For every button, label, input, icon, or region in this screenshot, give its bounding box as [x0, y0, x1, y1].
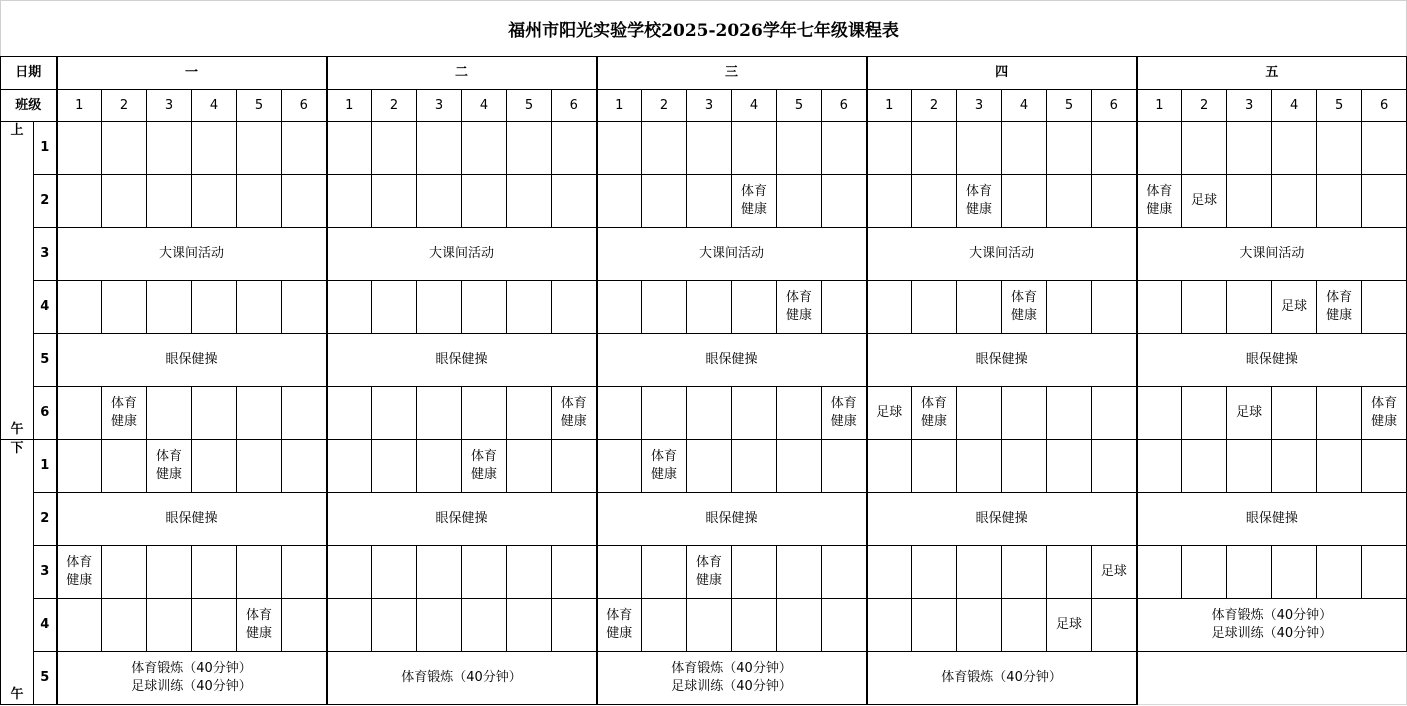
class-number: 6 — [1362, 90, 1407, 122]
class-number: 3 — [957, 90, 1002, 122]
empty-cell — [372, 599, 417, 652]
empty-cell — [867, 175, 912, 228]
class-cell: 体育 健康 — [147, 440, 192, 493]
activity-cell: 眼保健操 — [327, 334, 597, 387]
empty-cell — [372, 387, 417, 440]
empty-cell — [282, 440, 327, 493]
class-number: 5 — [1047, 90, 1092, 122]
class-cell: 体育 健康 — [777, 281, 822, 334]
empty-cell — [237, 440, 282, 493]
empty-cell — [732, 122, 777, 175]
day-header-3: 三 — [597, 57, 867, 90]
empty-cell — [462, 175, 507, 228]
activity-cell: 体育锻炼（40分钟） — [327, 652, 597, 705]
class-cell: 体育 健康 — [822, 387, 867, 440]
day-header-5: 五 — [1137, 57, 1407, 90]
activity-cell: 眼保健操 — [597, 493, 867, 546]
empty-cell — [642, 122, 687, 175]
empty-cell — [822, 281, 867, 334]
empty-cell — [507, 599, 552, 652]
afternoon-label-bottom: 午 — [10, 687, 24, 702]
empty-cell — [417, 281, 462, 334]
empty-cell — [1182, 122, 1227, 175]
empty-cell — [1092, 440, 1137, 493]
empty-cell — [282, 546, 327, 599]
empty-cell — [867, 546, 912, 599]
class-number: 2 — [1182, 90, 1227, 122]
schedule-table — [0, 56, 1407, 705]
empty-cell — [552, 175, 597, 228]
class-number: 4 — [462, 90, 507, 122]
empty-cell — [282, 387, 327, 440]
class-number: 6 — [1092, 90, 1137, 122]
empty-cell — [417, 546, 462, 599]
empty-cell — [1002, 440, 1047, 493]
empty-cell — [597, 440, 642, 493]
empty-cell — [822, 599, 867, 652]
empty-cell — [462, 122, 507, 175]
empty-cell — [1227, 175, 1272, 228]
empty-cell — [327, 175, 372, 228]
class-number: 1 — [327, 90, 372, 122]
empty-cell — [417, 387, 462, 440]
class-number: 6 — [822, 90, 867, 122]
empty-cell — [237, 281, 282, 334]
class-number: 4 — [732, 90, 777, 122]
class-cell: 足球 — [867, 387, 912, 440]
empty-cell — [867, 599, 912, 652]
period-number: 2 — [34, 493, 57, 546]
empty-cell — [732, 440, 777, 493]
class-cell: 体育 健康 — [597, 599, 642, 652]
empty-cell — [327, 281, 372, 334]
empty-cell — [102, 546, 147, 599]
empty-cell — [1002, 122, 1047, 175]
activity-cell: 大课间活动 — [1137, 228, 1407, 281]
empty-cell — [912, 175, 957, 228]
empty-cell — [1272, 175, 1317, 228]
empty-cell — [822, 122, 867, 175]
class-number: 3 — [687, 90, 732, 122]
empty-cell — [1317, 440, 1362, 493]
empty-cell — [1362, 546, 1407, 599]
empty-cell — [372, 546, 417, 599]
empty-cell — [1272, 387, 1317, 440]
date-label: 日期 — [1, 57, 57, 90]
empty-cell — [507, 440, 552, 493]
empty-cell — [642, 281, 687, 334]
empty-cell — [147, 546, 192, 599]
class-cell: 体育 健康 — [642, 440, 687, 493]
empty-cell — [1047, 546, 1092, 599]
empty-cell — [822, 175, 867, 228]
empty-cell — [1047, 175, 1092, 228]
empty-cell — [57, 599, 102, 652]
empty-cell — [1362, 122, 1407, 175]
empty-cell — [57, 122, 102, 175]
class-cell: 体育 健康 — [732, 175, 777, 228]
class-number: 6 — [552, 90, 597, 122]
empty-cell — [192, 387, 237, 440]
empty-cell — [1137, 440, 1182, 493]
empty-cell — [507, 387, 552, 440]
empty-cell — [552, 122, 597, 175]
empty-cell — [57, 387, 102, 440]
empty-cell — [1092, 122, 1137, 175]
class-cell: 足球 — [1227, 387, 1272, 440]
empty-cell — [912, 281, 957, 334]
class-number: 2 — [372, 90, 417, 122]
class-cell: 体育 健康 — [1362, 387, 1407, 440]
empty-cell — [507, 546, 552, 599]
empty-cell — [777, 440, 822, 493]
empty-cell — [912, 546, 957, 599]
afternoon-label-top: 下 — [10, 441, 24, 456]
empty-cell — [417, 440, 462, 493]
class-cell: 体育 健康 — [552, 387, 597, 440]
empty-cell — [597, 175, 642, 228]
class-cell: 足球 — [1092, 546, 1137, 599]
empty-cell — [327, 440, 372, 493]
empty-cell — [1227, 281, 1272, 334]
empty-cell — [687, 281, 732, 334]
empty-cell — [867, 122, 912, 175]
empty-cell — [237, 387, 282, 440]
empty-cell — [957, 599, 1002, 652]
empty-cell — [507, 122, 552, 175]
empty-cell — [552, 599, 597, 652]
empty-cell — [327, 387, 372, 440]
empty-cell — [642, 546, 687, 599]
activity-cell: 大课间活动 — [57, 228, 327, 281]
empty-cell — [1272, 122, 1317, 175]
empty-cell — [597, 122, 642, 175]
period-number: 5 — [34, 652, 57, 705]
empty-cell — [147, 122, 192, 175]
empty-cell — [1002, 387, 1047, 440]
day-header-2: 二 — [327, 57, 597, 90]
empty-cell — [1092, 599, 1137, 652]
empty-cell — [102, 122, 147, 175]
empty-cell — [1317, 387, 1362, 440]
class-number: 2 — [912, 90, 957, 122]
class-cell: 体育 健康 — [912, 387, 957, 440]
empty-cell — [102, 281, 147, 334]
empty-cell — [732, 281, 777, 334]
class-cell: 体育 健康 — [1317, 281, 1362, 334]
activity-cell: 眼保健操 — [327, 493, 597, 546]
activity-cell: 体育锻炼（40分钟） 足球训练（40分钟） — [1137, 599, 1407, 652]
class-number: 3 — [1227, 90, 1272, 122]
empty-cell — [552, 281, 597, 334]
empty-cell — [327, 599, 372, 652]
empty-cell — [1182, 387, 1227, 440]
class-cell: 体育 健康 — [687, 546, 732, 599]
period-number: 1 — [34, 122, 57, 175]
empty-cell — [462, 546, 507, 599]
empty-cell — [642, 599, 687, 652]
empty-cell — [1002, 546, 1047, 599]
empty-cell — [777, 599, 822, 652]
empty-cell — [372, 281, 417, 334]
empty-cell — [822, 546, 867, 599]
empty-cell — [237, 546, 282, 599]
empty-cell — [687, 175, 732, 228]
empty-cell — [1272, 440, 1317, 493]
period-number: 3 — [34, 228, 57, 281]
class-number: 2 — [102, 90, 147, 122]
empty-cell — [1002, 599, 1047, 652]
period-number: 1 — [34, 440, 57, 493]
activity-cell: 眼保健操 — [867, 334, 1137, 387]
empty-cell — [102, 175, 147, 228]
empty-cell — [1047, 440, 1092, 493]
empty-cell — [687, 440, 732, 493]
empty-cell — [957, 387, 1002, 440]
empty-cell — [1137, 281, 1182, 334]
class-number: 3 — [417, 90, 462, 122]
empty-cell — [282, 122, 327, 175]
empty-cell — [1362, 440, 1407, 493]
class-label: 班级 — [1, 90, 57, 122]
empty-cell — [372, 122, 417, 175]
empty-cell — [1317, 122, 1362, 175]
empty-cell — [102, 440, 147, 493]
empty-cell — [687, 599, 732, 652]
period-number: 4 — [34, 599, 57, 652]
empty-cell — [57, 175, 102, 228]
empty-cell — [1362, 281, 1407, 334]
class-number: 4 — [192, 90, 237, 122]
empty-cell — [282, 175, 327, 228]
empty-cell — [192, 281, 237, 334]
empty-cell — [732, 599, 777, 652]
empty-cell — [192, 175, 237, 228]
empty-cell — [1047, 387, 1092, 440]
activity-cell: 大课间活动 — [867, 228, 1137, 281]
period-number: 4 — [34, 281, 57, 334]
empty-cell — [237, 122, 282, 175]
empty-cell — [1272, 546, 1317, 599]
empty-cell — [777, 122, 822, 175]
empty-cell — [732, 546, 777, 599]
empty-cell — [822, 440, 867, 493]
empty-cell — [552, 440, 597, 493]
empty-cell — [417, 175, 462, 228]
empty-cell — [507, 281, 552, 334]
empty-cell — [957, 281, 1002, 334]
empty-cell — [417, 122, 462, 175]
empty-cell — [777, 387, 822, 440]
class-number: 1 — [597, 90, 642, 122]
empty-cell — [1137, 652, 1407, 705]
empty-cell — [57, 440, 102, 493]
class-number: 4 — [1002, 90, 1047, 122]
class-cell: 体育 健康 — [237, 599, 282, 652]
page-title: 福州市阳光实验学校2025-2026学年七年级课程表 — [0, 0, 1407, 56]
morning-label — [1, 122, 34, 440]
activity-cell: 眼保健操 — [867, 493, 1137, 546]
period-number: 6 — [34, 387, 57, 440]
empty-cell — [732, 387, 777, 440]
empty-cell — [462, 281, 507, 334]
period-number: 3 — [34, 546, 57, 599]
empty-cell — [1362, 175, 1407, 228]
class-number: 5 — [1317, 90, 1362, 122]
empty-cell — [462, 599, 507, 652]
activity-cell: 眼保健操 — [1137, 334, 1407, 387]
empty-cell — [1047, 281, 1092, 334]
activity-cell: 体育锻炼（40分钟） — [867, 652, 1137, 705]
empty-cell — [507, 175, 552, 228]
empty-cell — [372, 440, 417, 493]
empty-cell — [1092, 387, 1137, 440]
activity-cell: 眼保健操 — [57, 334, 327, 387]
class-number: 3 — [147, 90, 192, 122]
activity-cell: 眼保健操 — [57, 493, 327, 546]
activity-cell: 大课间活动 — [327, 228, 597, 281]
empty-cell — [147, 281, 192, 334]
empty-cell — [102, 599, 147, 652]
empty-cell — [1227, 546, 1272, 599]
class-number: 4 — [1272, 90, 1317, 122]
class-cell: 足球 — [1272, 281, 1317, 334]
class-number: 1 — [867, 90, 912, 122]
empty-cell — [597, 281, 642, 334]
empty-cell — [957, 122, 1002, 175]
empty-cell — [57, 281, 102, 334]
empty-cell — [912, 440, 957, 493]
empty-cell — [462, 387, 507, 440]
class-cell: 体育 健康 — [462, 440, 507, 493]
empty-cell — [597, 387, 642, 440]
class-number: 1 — [57, 90, 102, 122]
empty-cell — [912, 599, 957, 652]
empty-cell — [1002, 175, 1047, 228]
class-number: 5 — [507, 90, 552, 122]
empty-cell — [1227, 122, 1272, 175]
empty-cell — [1317, 546, 1362, 599]
empty-cell — [912, 122, 957, 175]
empty-cell — [552, 546, 597, 599]
empty-cell — [1227, 440, 1272, 493]
empty-cell — [282, 599, 327, 652]
morning-label-top: 上 — [10, 123, 24, 138]
empty-cell — [687, 387, 732, 440]
empty-cell — [867, 281, 912, 334]
period-number: 5 — [34, 334, 57, 387]
class-cell: 体育 健康 — [957, 175, 1002, 228]
empty-cell — [147, 387, 192, 440]
class-cell: 足球 — [1047, 599, 1092, 652]
empty-cell — [192, 440, 237, 493]
empty-cell — [327, 546, 372, 599]
empty-cell — [957, 440, 1002, 493]
class-number: 1 — [1137, 90, 1182, 122]
empty-cell — [642, 175, 687, 228]
class-cell: 体育 健康 — [57, 546, 102, 599]
empty-cell — [147, 175, 192, 228]
class-cell: 足球 — [1182, 175, 1227, 228]
empty-cell — [867, 440, 912, 493]
class-number: 5 — [237, 90, 282, 122]
empty-cell — [327, 122, 372, 175]
empty-cell — [192, 599, 237, 652]
empty-cell — [777, 546, 822, 599]
class-cell: 体育 健康 — [1137, 175, 1182, 228]
class-number: 6 — [282, 90, 327, 122]
empty-cell — [1182, 546, 1227, 599]
afternoon-label — [1, 440, 34, 705]
empty-cell — [282, 281, 327, 334]
empty-cell — [777, 175, 822, 228]
morning-label-bottom: 午 — [10, 422, 24, 437]
day-header-4: 四 — [867, 57, 1137, 90]
empty-cell — [957, 546, 1002, 599]
empty-cell — [597, 546, 642, 599]
empty-cell — [1317, 175, 1362, 228]
activity-cell: 眼保健操 — [597, 334, 867, 387]
activity-cell: 体育锻炼（40分钟） 足球训练（40分钟） — [57, 652, 327, 705]
empty-cell — [1182, 440, 1227, 493]
empty-cell — [1137, 122, 1182, 175]
empty-cell — [687, 122, 732, 175]
empty-cell — [1047, 122, 1092, 175]
empty-cell — [642, 387, 687, 440]
empty-cell — [237, 175, 282, 228]
activity-cell: 大课间活动 — [597, 228, 867, 281]
class-cell: 体育 健康 — [1002, 281, 1047, 334]
empty-cell — [192, 546, 237, 599]
empty-cell — [147, 599, 192, 652]
empty-cell — [417, 599, 462, 652]
empty-cell — [1092, 175, 1137, 228]
activity-cell: 体育锻炼（40分钟） 足球训练（40分钟） — [597, 652, 867, 705]
class-cell: 体育 健康 — [102, 387, 147, 440]
empty-cell — [372, 175, 417, 228]
activity-cell: 眼保健操 — [1137, 493, 1407, 546]
empty-cell — [1092, 281, 1137, 334]
class-number: 5 — [777, 90, 822, 122]
period-number: 2 — [34, 175, 57, 228]
class-number: 2 — [642, 90, 687, 122]
empty-cell — [1137, 546, 1182, 599]
empty-cell — [1182, 281, 1227, 334]
empty-cell — [1137, 387, 1182, 440]
day-header-1: 一 — [57, 57, 327, 90]
empty-cell — [192, 122, 237, 175]
